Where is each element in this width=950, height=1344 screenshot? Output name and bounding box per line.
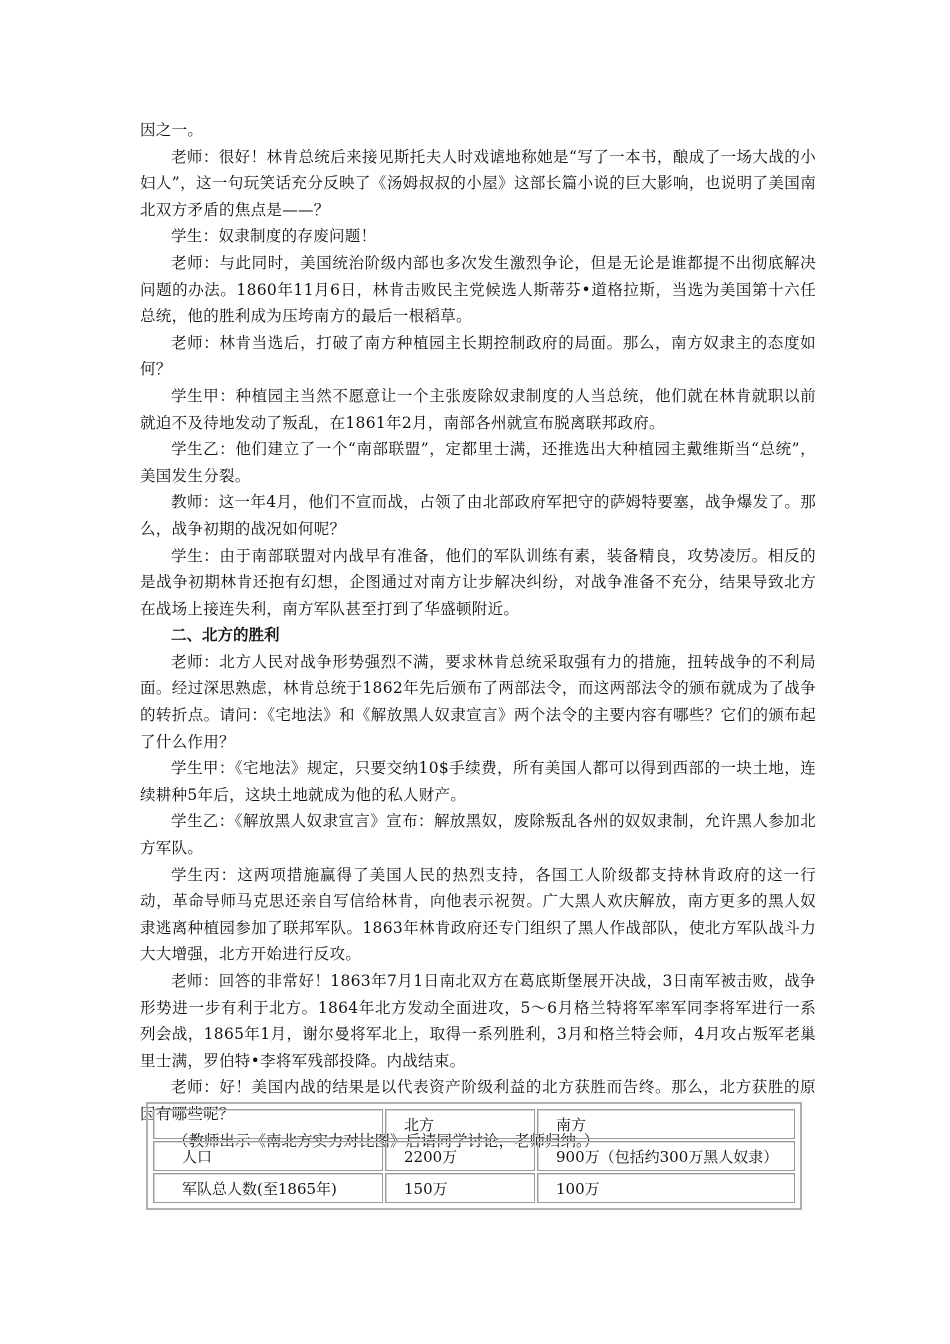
table-header-cell: 南方 [537,1109,795,1139]
paragraph-13: 学生丙：这两项措施赢得了美国人民的热烈支持，各国工人阶级都支持林肯政府的这一行动，革命导师马克思还亲自写信给林肯，向他表示祝贺。广大黑人欢庆解放，南方更多的黑人奴隶逃离种植园参加了联邦军队。1863年林肯政府还专门组织了黑人作战部队，使北方军队战斗力大大增强，北方开始进行反攻。 [140,865,816,964]
table-cell: 军队总人数(至1865年) [153,1173,383,1203]
paragraph-8: 教师：这一年4月，他们不宣而战，占领了由北部政府军把守的萨姆特要塞，战争爆发了。那么，战争初期的战况如何呢？ [140,493,816,538]
paragraph-6: 学生甲：种植园主当然不愿意让一个主张废除奴隶制度的人当总统，他们就在林肯就职以前就迫不及待地发动了叛乱，在1861年2月，南部各州就宣布脱离联邦政府。 [140,386,816,432]
table-cell: 2200万 [385,1141,535,1171]
paragraph-7: 学生乙：他们建立了一个“南部联盟”，定都里士满，还推选出大种植园主戴维斯当“总统”，美国发生分裂。 [140,440,816,485]
paragraph-12: 学生乙：《解放黑人奴隶宣言》宣布：解放黑奴，废除叛乱各州的奴奴隶制，允许黑人参加北方军队。 [140,812,816,858]
comparison-table [146,1102,802,1210]
table-cell: 100万 [537,1173,795,1203]
paragraph-3: 学生：奴隶制度的存废问题！ [171,227,377,246]
table-cell: 人口 [153,1141,383,1171]
table-header-cell [153,1109,383,1139]
table-row [153,1173,795,1203]
paragraph-5: 老师：林肯当选后，打破了南方种植园主长期控制政府的局面。那么，南方奴隶主的态度如何？ [140,333,816,379]
document-body [140,117,816,1154]
paragraph-10: 老师：北方人民对战争形势强烈不满，要求林肯总统采取强有力的措施，扭转战争的不利局面。经过深思熟虑，林肯总统于1862年先后颁布了两部法令，而这两部法令的颁布就成为了战争的转折点。请问：《宅地法》和《解放黑人奴隶宣言》两个法令的主要内容有哪些？它们的颁布起了什么作用？ [140,652,816,751]
paragraph-11: 学生甲：《宅地法》规定，只要交纳10$手续费，所有美国人都可以得到西部的一块土地，连续耕种5年后，这块土地就成为他的私人财产。 [140,759,816,804]
paragraph-14: 老师：回答的非常好！1863年7月1日南北双方在葛底斯堡展开决战，3日南军被击败，战争形势进一步有利于北方。1864年北方发动全面进攻，5～6月格兰特将军率军同李将军进行一系列会战，1865年1月，谢尔曼将军北上，取得一系列胜利，3月和格兰特会师，4月攻占叛军老巢里士满，罗伯特•李将军残部投降。内战结束。 [140,972,816,1070]
teacher-note: （教师出示《南北方实力对比图》后请同学讨论，老师归纳。） [173,1131,600,1150]
table-cell: 900万（包括约300万黑人奴隶） [537,1141,795,1171]
table-row [153,1141,795,1171]
paragraph-1: 因之一。 [140,121,204,139]
section-heading: 二、北方的胜利 [171,626,280,645]
paragraph-2: 老师：很好！林肯总统后来接见斯托夫人时戏谑地称她是“写了一本书，酿成了一场大战的小妇人”，这一句玩笑话充分反映了《汤姆叔叔的小屋》这部长篇小说的巨大影响，也说明了美国南北双方矛盾的焦点是——？ [140,147,816,219]
table-cell: 150万 [385,1173,535,1203]
paragraph-9: 学生：由于南部联盟对内战早有准备，他们的军队训练有素，装备精良，攻势凌厉。相反的是战争初期林肯还抱有幻想，企图通过对南方让步解决纠纷，对战争准备不充分，结果导致北方在战场上接连失利，南方军队甚至打到了华盛顿附近。 [140,546,816,618]
paragraph-15: 老师：好！美国内战的结果是以代表资产阶级利益的北方获胜而告终。那么，北方获胜的原因有哪些呢？ [140,1078,816,1123]
paragraph-4: 老师：与此同时，美国统治阶级内部也多次发生激烈争论，但是无论是谁都提不出彻底解决问题的办法。1860年11月6日，林肯击败民主党候选人斯蒂芬•道格拉斯，当选为美国第十六任总统，他的胜利成为压垮南方的最后一根稻草。 [140,253,816,326]
table-header-row [153,1109,795,1139]
table-header-cell: 北方 [385,1109,535,1139]
